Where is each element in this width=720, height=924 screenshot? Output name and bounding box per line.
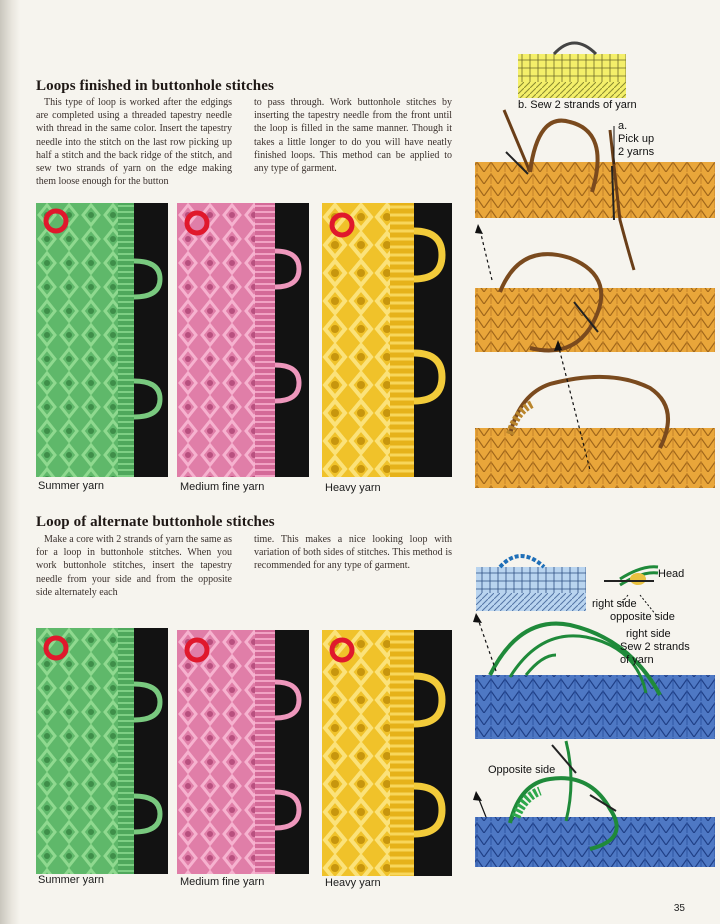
caption-heavy-yarn-1: Heavy yarn: [325, 482, 381, 494]
caption-summer-yarn-2: Summer yarn: [38, 874, 105, 886]
diagram2-label-right-side-2: right side: [626, 628, 671, 640]
diagram2-label-right-side-1: right side: [592, 598, 637, 610]
photo-medium-fine-yarn-1: [177, 203, 309, 477]
section1-text-col2: to pass through. Work buttonhole stitches by inserting the tapestry needle from the front until the loop is filled in the same manner. Though it takes a little longer to do you will have neatly finished loops. This method can be applied to any type of garment.: [254, 97, 452, 175]
photo-heavy-yarn-1: [322, 203, 452, 477]
diagram2-label-sew-2: of yarn: [620, 654, 654, 666]
photo-medium-fine-yarn-2: [177, 630, 309, 874]
diagram2-label-opposite-side-2: Opposite side: [488, 764, 556, 776]
caption-heavy-yarn-2: Heavy yarn: [325, 877, 381, 889]
diagram1-label-sew: b. Sew 2 strands of yarn: [518, 99, 637, 111]
section2-title: Loop of alternate buttonhole stitches: [36, 514, 275, 530]
diagram2-label-sew-1: Sew 2 strands: [620, 641, 690, 653]
photo-heavy-yarn-2: [322, 630, 452, 876]
diagram1-label-2-yarns: 2 yarns: [618, 146, 655, 158]
section1-text-col1: This type of loop is worked after the edgings are completed using a threaded tapestry needle with thread in the same color. Insert the tapestry needle into the stitch on the last row picking up half a stitch and the back ridge of the stitch, and sew two strands of yarn on the edge making them loose enough for the button: [36, 97, 232, 188]
diagram1-label-pick-up: Pick up: [618, 133, 655, 145]
photo-summer-yarn-1: [36, 203, 168, 477]
section2-text-col1: Make a core with 2 strands of yarn the same as for a loop in buttonhole stitches. When you work buttonhole stitches, insert the tapestry needle from your side and from the opposite side alternately each: [36, 534, 232, 598]
page-number: 35: [673, 903, 685, 914]
photo-summer-yarn-2: [36, 628, 168, 874]
diagram-alternate-buttonhole-loop: [470, 545, 720, 875]
section2-text-col2: time. This makes a nice looking loop with variation of both sides of stitches. This method is recommended for any type of garment.: [254, 534, 452, 572]
diagram2-label-opposite-side-1: opposite side: [610, 611, 675, 623]
caption-medium-fine-yarn-1: Medium fine yarn: [180, 481, 265, 493]
caption-medium-fine-yarn-2: Medium fine yarn: [180, 876, 265, 888]
diagram1-label-a: a.: [618, 120, 628, 132]
diagram2-label-head: Head: [658, 568, 685, 580]
caption-summer-yarn-1: Summer yarn: [38, 480, 105, 492]
section1-title: Loops finished in buttonhole stitches: [36, 78, 274, 94]
page-binding-edge: [0, 0, 20, 924]
